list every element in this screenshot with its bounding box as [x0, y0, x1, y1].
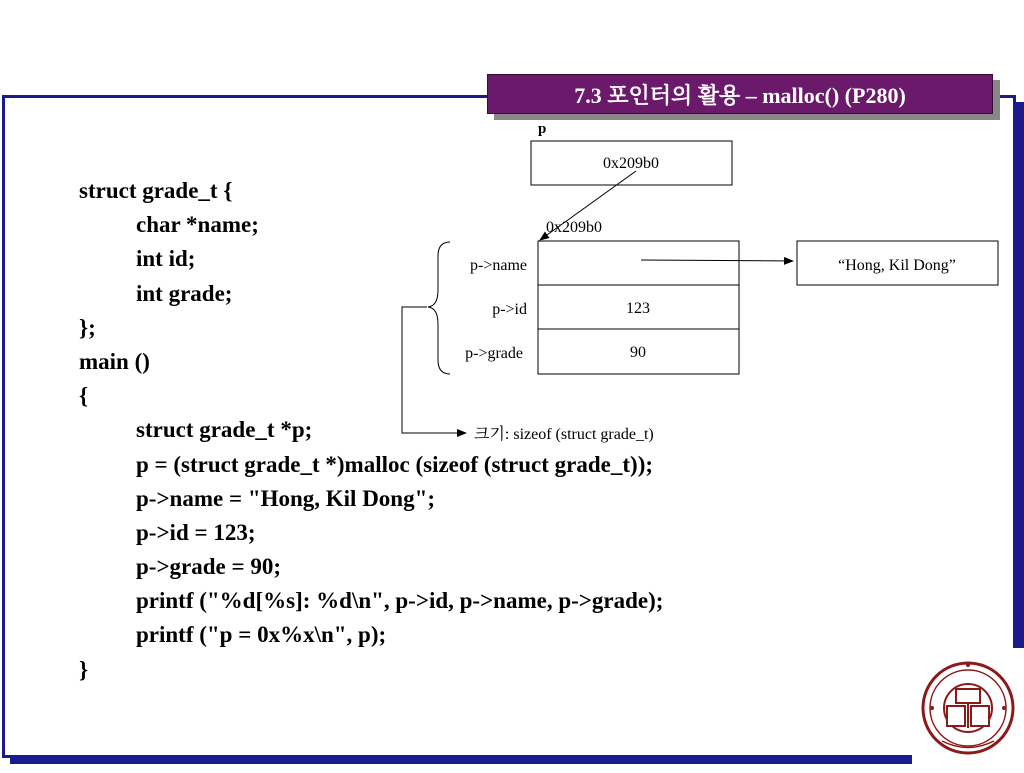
code-line: printf ("p = 0x%x\n", p); [136, 622, 387, 648]
code-line: printf ("%d[%s]: %d\n", p->id, p->name, p->grade); [136, 588, 664, 614]
code-line: { [79, 383, 89, 409]
field-value-id: 123 [626, 300, 650, 317]
size-label: 크기: sizeof (struct grade_t) [474, 426, 654, 443]
pointer-value: 0x209b0 [603, 155, 659, 172]
code-line: main () [79, 348, 150, 374]
slide-title: 7.3 포인터의 활용 – malloc() (P280) [487, 74, 993, 114]
seal-icon [912, 648, 1024, 768]
code-line: struct grade_t *p; [136, 417, 313, 443]
string-value: “Hong, Kil Dong” [838, 257, 956, 274]
field-value-grade: 90 [630, 344, 646, 361]
code-line: struct grade_t { [79, 178, 233, 203]
code-line: int grade; [136, 280, 233, 306]
code-line: p->grade = 90; [136, 554, 282, 580]
field-label-grade: p->grade [465, 345, 523, 362]
code-line: p = (struct grade_t *)malloc (sizeof (struct grade_t)); [136, 451, 654, 477]
size-arrow [402, 307, 466, 433]
university-logo [912, 648, 1024, 768]
code-line: p->name = "Hong, Kil Dong"; [136, 485, 436, 511]
field-label-id: p->id [492, 301, 527, 318]
field-cell-name [538, 241, 739, 285]
pointer-label: p [538, 121, 547, 137]
struct-brace [428, 242, 450, 374]
code-line: int id; [136, 246, 196, 272]
struct-address: 0x209b0 [546, 219, 602, 236]
code-line: p->id = 123; [136, 519, 256, 545]
code-line: } [79, 656, 89, 682]
code-line: char *name; [136, 212, 259, 238]
code-line: }; [79, 314, 96, 340]
field-label-name: p->name [470, 257, 527, 274]
